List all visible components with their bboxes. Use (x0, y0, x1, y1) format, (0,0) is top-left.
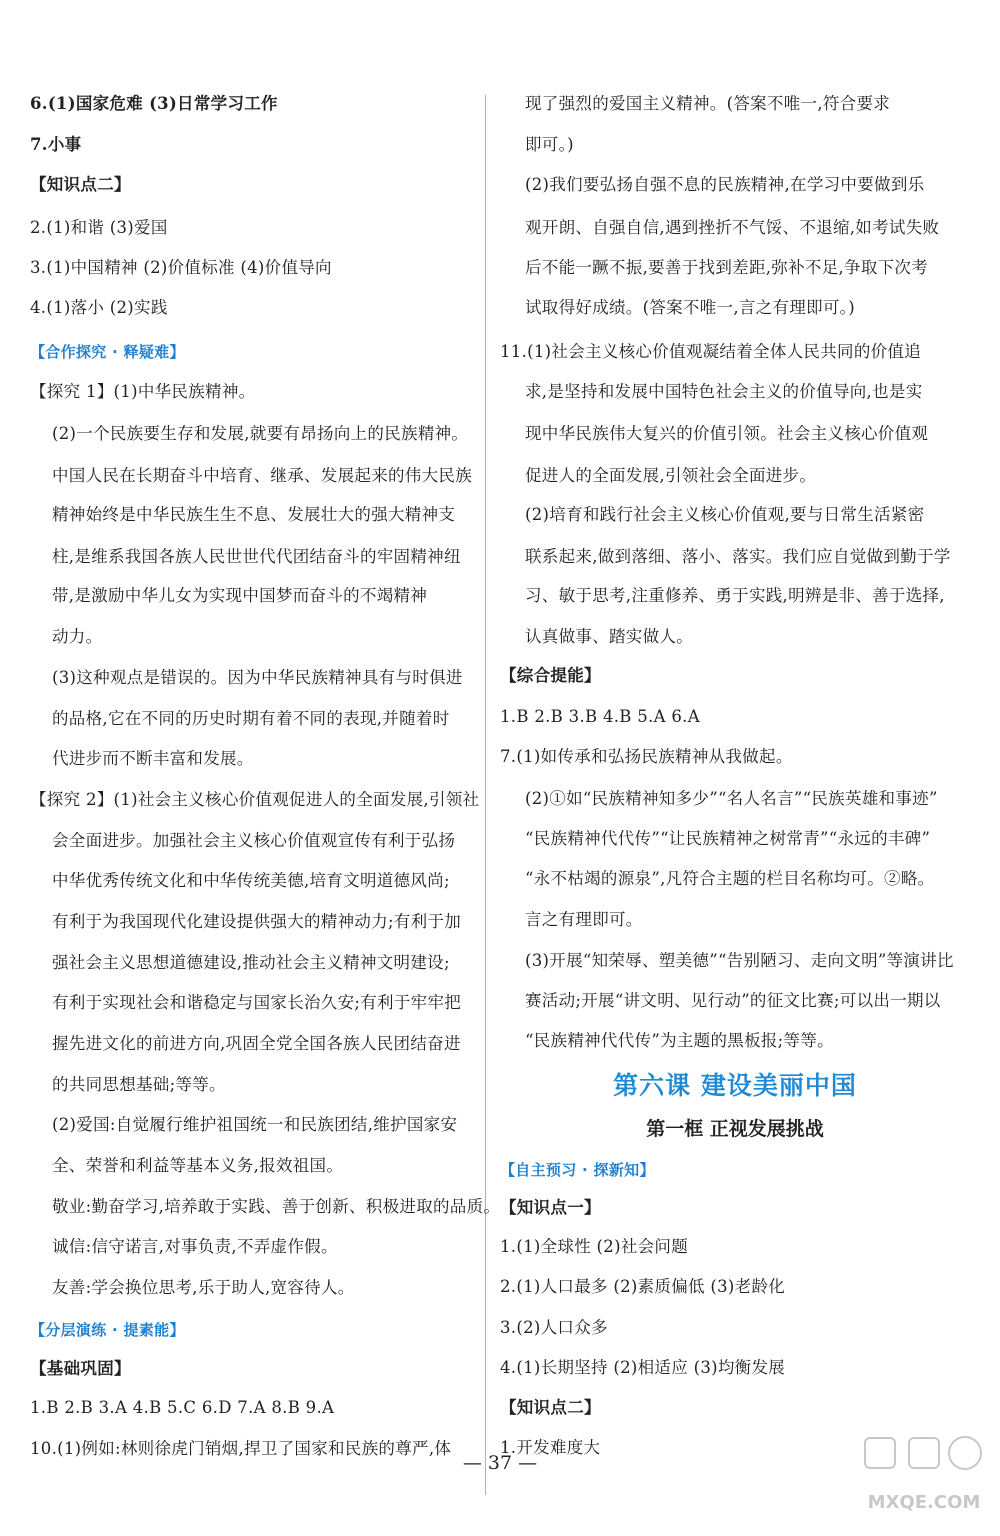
text-line: 柱,是维系我国各族人民世世代代团结奋斗的牢固精神纽 (52, 547, 461, 566)
text-line: 3.(2)人口众多 (500, 1318, 608, 1337)
text-line: (2)一个民族要生存和发展,就要有昂扬向上的民族精神。 (52, 424, 469, 443)
text-line: 试取得好成绩。(答案不唯一,言之有理即可。) (525, 298, 855, 317)
subheading: 【知识点二】 (500, 1398, 601, 1417)
text-line: 认真做事、踏实做人。 (525, 627, 693, 646)
text-line: “民族精神代代传”为主题的黑板报;等等。 (525, 1031, 834, 1050)
answer-line: 1.B 2.B 3.B 4.B 5.A 6.A (500, 707, 700, 726)
text-line: 11.(1)社会主义核心价值观凝结着全体人民共同的价值追 (500, 342, 922, 361)
text-line: 4.(1)落小 (2)实践 (30, 298, 168, 317)
text-line: 带,是激励中华儿女为实现中国梦而奋斗的不竭精神 (52, 586, 428, 605)
text-line: 促进人的全面发展,引领社会全面进步。 (525, 466, 817, 485)
text-line: 【探究 2】(1)社会主义核心价值观促进人的全面发展,引领社 (30, 790, 480, 809)
text-line: 6.(1)国家危难 (3)日常学习工作 (30, 94, 278, 113)
text-line: 的品格,它在不同的历史时期有着不同的表现,并随着时 (52, 709, 450, 728)
text-line: 7.小事 (30, 135, 82, 154)
text-line: 2.(1)人口最多 (2)素质偏低 (3)老龄化 (500, 1277, 786, 1296)
text-line: 言之有理即可。 (525, 910, 643, 929)
text-line: “民族精神代代传”“让民族精神之树常青”“永远的丰碑” (525, 829, 931, 848)
subheading: 【综合提能】 (500, 666, 601, 685)
text-line: 2.(1)和谐 (3)爱国 (30, 218, 168, 237)
text-line: 习、敏于思考,注重修养、勇于实践,明辨是非、善于选择, (525, 586, 945, 605)
text-line: 强社会主义思想道德建设,推动社会主义精神文明建设; (52, 953, 450, 972)
text-line: 敬业:勤奋学习,培养敢于实践、善于创新、积极进取的品质。 (52, 1197, 501, 1216)
answer-line: 1.B 2.B 3.A 4.B 5.C 6.D 7.A 8.B 9.A (30, 1398, 335, 1417)
text-line: (2)①如“民族精神知多少”“名人名言”“民族英雄和事迹” (525, 789, 938, 808)
svg-text:MXQE.COM: MXQE.COM (867, 1492, 981, 1513)
text-line: 有利于实现社会和谐稳定与国家长治久安;有利于牢牢把 (52, 993, 462, 1012)
section-label: 【自主预习 · 探新知】 (500, 1161, 655, 1179)
text-line: (2)培育和践行社会主义核心价值观,要与日常生活紧密 (525, 505, 925, 524)
text-line: 有利于为我国现代化建设提供强大的精神动力;有利于加 (52, 912, 462, 931)
text-line: 友善:学会换位思考,乐于助人,宽容待人。 (52, 1278, 355, 1297)
text-line: 4.(1)长期坚持 (2)相适应 (3)均衡发展 (500, 1358, 786, 1377)
text-line: 1.(1)全球性 (2)社会问题 (500, 1237, 689, 1256)
text-line: 中国人民在长期奋斗中培育、继承、发展起来的伟大民族 (52, 466, 472, 485)
text-line: 7.(1)如传承和弘扬民族精神从我做起。 (500, 747, 793, 766)
text-line: 中华优秀传统文化和中华传统美德,培育文明道德风尚; (52, 871, 450, 890)
text-line: 握先进文化的前进方向,巩固全党全国各族人民团结奋进 (52, 1034, 461, 1053)
text-line: (3)开展“知荣辱、塑美德”“告别陋习、走向文明”等演讲比 (525, 951, 954, 970)
text-line: 全、荣誉和利益等基本义务,报效祖国。 (52, 1156, 344, 1175)
text-line: 现了强烈的爱国主义精神。(答案不唯一,符合要求 (525, 94, 891, 113)
column-divider (485, 95, 486, 1495)
text-line: (2)我们要弘扬自强不息的民族精神,在学习中要做到乐 (525, 175, 925, 194)
subheading: 【基础巩固】 (30, 1359, 131, 1378)
text-line: 赛活动;开展“讲文明、见行动”的征文比赛;可以出一期以 (525, 991, 941, 1010)
section-label: 【分层演练 · 提素能】 (30, 1321, 185, 1339)
text-line: 后不能一蹶不振,要善于找到差距,弥补不足,争取下次考 (525, 258, 929, 277)
text-line: 的共同思想基础;等等。 (52, 1075, 226, 1094)
text-line: (2)爱国:自觉履行维护祖国统一和民族团结,维护国家安 (52, 1115, 458, 1134)
text-line: 联系起来,做到落细、落小、落实。我们应自觉做到勤于学 (525, 547, 951, 566)
text-line: 【探究 1】(1)中华民族精神。 (30, 382, 256, 401)
text-line: (3)这种观点是错误的。因为中华民族精神具有与时俱进 (52, 668, 463, 687)
text-line: 即可。) (525, 135, 574, 154)
page-number: — 37 — (462, 1452, 538, 1474)
text-line: 10.(1)例如:林则徐虎门销烟,捍卫了国家和民族的尊严,体 (30, 1439, 452, 1458)
section-title: 第一框 正视发展挑战 (646, 1118, 824, 1140)
text-line: 现中华民族伟大复兴的价值引领。社会主义核心价值观 (525, 424, 929, 443)
text-line: 诚信:信守诺言,对事负责,不弄虚作假。 (52, 1237, 338, 1256)
text-line: 动力。 (52, 627, 103, 646)
text-line: 会全面进步。加强社会主义核心价值观宣传有利于弘扬 (52, 831, 456, 850)
text-line: 精神始终是中华民族生生不息、发展壮大的强大精神支 (52, 505, 456, 524)
subheading: 【知识点二】 (30, 175, 131, 194)
subheading: 【知识点一】 (500, 1198, 601, 1217)
chapter-title: 第六课 建设美丽中国 (613, 1071, 857, 1100)
text-line: 代进步而不断丰富和发展。 (52, 749, 254, 768)
text-line: 3.(1)中国精神 (2)价值标准 (4)价值导向 (30, 258, 332, 277)
text-line: 1.开发难度大 (500, 1438, 601, 1457)
watermark-logo (857, 1430, 992, 1530)
text-line: 观开朗、自强自信,遇到挫折不气馁、不退缩,如考试失败 (525, 218, 940, 237)
text-line: 求,是坚持和发展中国特色社会主义的价值导向,也是实 (525, 382, 923, 401)
text-line: “永不枯竭的源泉”,凡符合主题的栏目名称均可。②略。 (525, 869, 935, 888)
section-label: 【合作探究 · 释疑难】 (30, 343, 185, 361)
